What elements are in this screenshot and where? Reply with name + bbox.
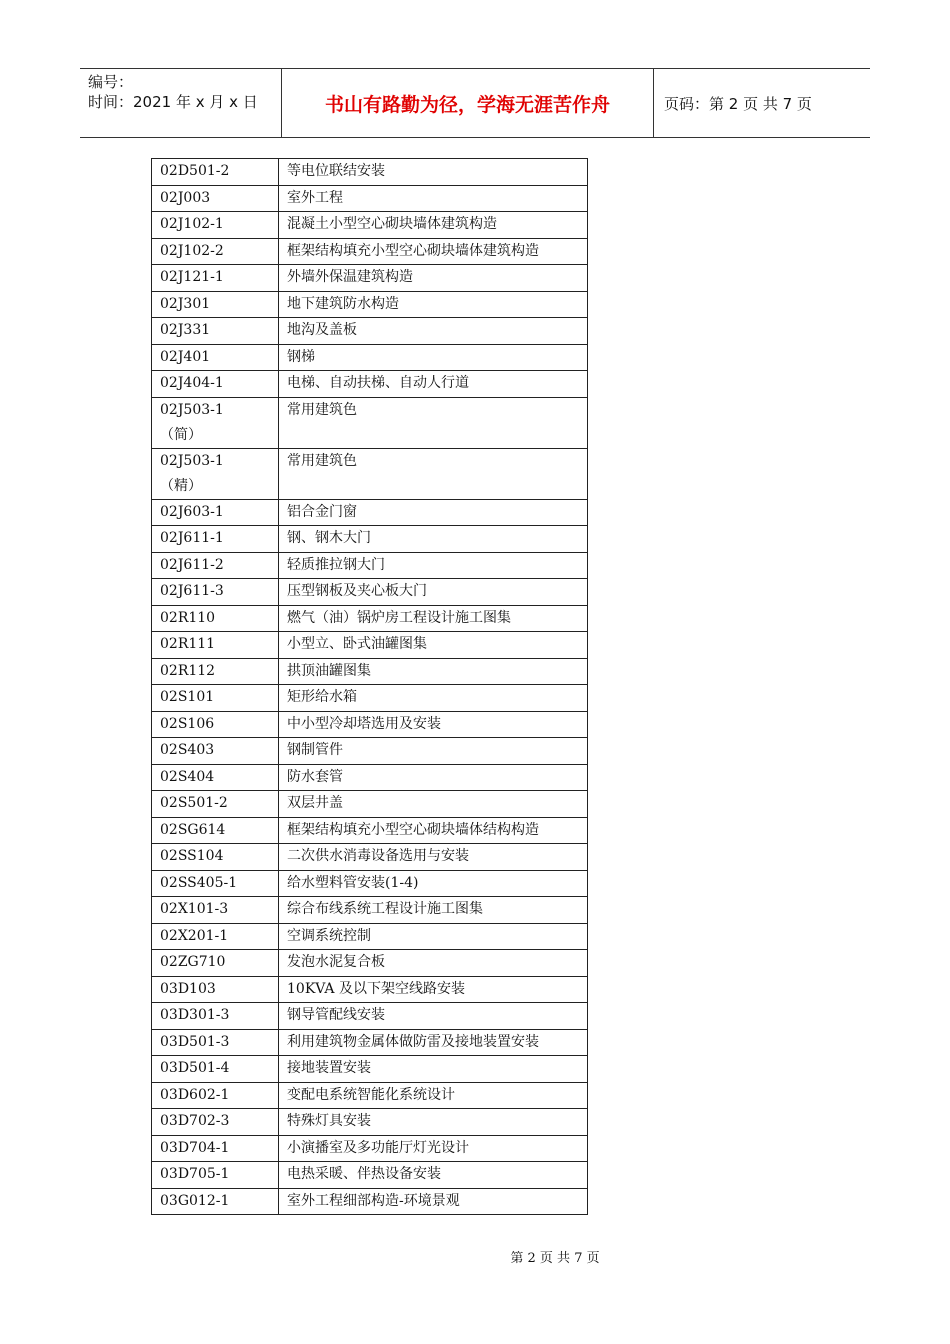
table-row (152, 552, 588, 579)
standard-code (152, 870, 279, 897)
standard-name: 空调系统控制 (279, 923, 588, 950)
page-header (80, 68, 870, 138)
standard-name: 特殊灯具安装 (279, 1109, 588, 1136)
standard-name: 室外工程 (279, 185, 588, 212)
standard-code (152, 371, 279, 398)
table-row (152, 185, 588, 212)
standard-name: 压型钢板及夹心板大门 (279, 579, 588, 606)
standard-name: 常用建筑色 (279, 397, 588, 448)
standard-name: 轻质推拉钢大门 (279, 552, 588, 579)
table-row (152, 1029, 588, 1056)
standard-name: 常用建筑色 (279, 448, 588, 499)
standard-code (152, 552, 279, 579)
standard-name: 变配电系统智能化系统设计 (279, 1082, 588, 1109)
standard-code-text: 03D602-1 (160, 1086, 230, 1103)
table-row (152, 738, 588, 765)
table-row (152, 976, 588, 1003)
table-row (152, 1135, 588, 1162)
standard-code (152, 897, 279, 924)
standard-code (152, 1109, 279, 1136)
standard-code-text: 02J503-1 (160, 452, 224, 469)
standard-code-text: 02S101 (160, 689, 215, 706)
standard-code (152, 1056, 279, 1083)
standard-name: 矩形给水箱 (279, 685, 588, 712)
standard-code (152, 579, 279, 606)
table-row (152, 1162, 588, 1189)
standard-code (152, 344, 279, 371)
standard-code-text: 02J301 (160, 295, 211, 312)
standard-name: 电梯、自动扶梯、自动人行道 (279, 371, 588, 398)
standard-code (152, 238, 279, 265)
standard-code-text: 02J611-3 (160, 583, 224, 600)
standard-code (152, 1188, 279, 1215)
standard-code (152, 265, 279, 292)
standard-code-text: 02R110 (160, 609, 216, 626)
table-row (152, 526, 588, 553)
standard-name: 框架结构填充小型空心砌块墙体结构构造 (279, 817, 588, 844)
standard-code-text: 02ZG710 (160, 954, 226, 971)
standard-name: 双层井盖 (279, 791, 588, 818)
standard-code-text: 02J102-1 (160, 216, 224, 233)
table-row (152, 1056, 588, 1083)
standard-code-text: 02S106 (160, 715, 215, 732)
standard-code (152, 764, 279, 791)
standard-name: 地沟及盖板 (279, 318, 588, 345)
table-row (152, 817, 588, 844)
standard-code-text: 03D103 (160, 980, 216, 997)
standard-name: 给水塑料管安装(1-4) (279, 870, 588, 897)
table-row (152, 1109, 588, 1136)
standard-code-text: 02SS405-1 (160, 874, 238, 891)
table-row (152, 579, 588, 606)
standard-code-text: 02J331 (160, 322, 211, 339)
table-row (152, 238, 588, 265)
standard-code (152, 685, 279, 712)
standard-name: 中小型冷却塔选用及安装 (279, 711, 588, 738)
header-page-info: 页码：第 2 页 共 7 页 (664, 94, 812, 113)
standard-code-text: 03G012-1 (160, 1192, 230, 1209)
standard-code-suffix: （精） (160, 477, 202, 494)
standard-name: 混凝土小型空心砌块墙体建筑构造 (279, 212, 588, 239)
standard-code-text: 02J603-1 (160, 503, 224, 520)
standard-code (152, 711, 279, 738)
standard-code (152, 1135, 279, 1162)
standard-code (152, 1003, 279, 1030)
standard-code-text: 03D301-3 (160, 1007, 230, 1024)
standard-code-text: 02J121-1 (160, 269, 224, 286)
standard-name: 钢制管件 (279, 738, 588, 765)
standard-name: 室外工程细部构造-环境景观 (279, 1188, 588, 1215)
standard-code-text: 03D702-3 (160, 1113, 230, 1130)
standard-code-text: 03D501-3 (160, 1033, 230, 1050)
number-label: 编号： (88, 73, 134, 91)
standard-code (152, 1029, 279, 1056)
standard-name: 铝合金门窗 (279, 499, 588, 526)
table-row (152, 397, 588, 448)
standard-code (152, 658, 279, 685)
standard-code (152, 185, 279, 212)
standard-code (152, 499, 279, 526)
standard-name: 利用建筑物金属体做防雷及接地装置安装 (279, 1029, 588, 1056)
table-row (152, 764, 588, 791)
standard-code (152, 950, 279, 977)
standard-code-text: 02R111 (160, 636, 216, 653)
standard-code-text: 02J611-2 (160, 556, 224, 573)
standard-code-text: 02X201-1 (160, 927, 229, 944)
standard-code (152, 212, 279, 239)
table-row (152, 371, 588, 398)
table-row (152, 923, 588, 950)
standard-code (152, 605, 279, 632)
table-row (152, 685, 588, 712)
table-row (152, 318, 588, 345)
standard-code-text: 02J611-1 (160, 530, 224, 547)
standard-code (152, 526, 279, 553)
table-row (152, 448, 588, 499)
table-row (152, 950, 588, 977)
header-meta (80, 69, 282, 137)
standard-code (152, 844, 279, 871)
standard-name: 等电位联结安装 (279, 159, 588, 186)
standard-name: 综合布线系统工程设计施工图集 (279, 897, 588, 924)
standard-name: 地下建筑防水构造 (279, 291, 588, 318)
standard-name: 框架结构填充小型空心砌块墙体建筑构造 (279, 238, 588, 265)
table-row (152, 265, 588, 292)
standard-code-text: 03D501-4 (160, 1060, 230, 1077)
table-row (152, 897, 588, 924)
standard-name: 发泡水泥复合板 (279, 950, 588, 977)
standard-code-text: 02X101-3 (160, 901, 229, 918)
standard-name: 电热采暖、伴热设备安装 (279, 1162, 588, 1189)
standard-code-text: 02D501-2 (160, 163, 230, 180)
standard-name: 燃气（油）锅炉房工程设计施工图集 (279, 605, 588, 632)
standard-code-suffix: （简） (160, 426, 202, 443)
standard-code-text: 03D704-1 (160, 1139, 230, 1156)
standard-code-text: 02J003 (160, 189, 211, 206)
standard-name: 防水套管 (279, 764, 588, 791)
standard-code (152, 976, 279, 1003)
standard-code-text: 02J401 (160, 348, 211, 365)
standards-table (151, 158, 588, 1215)
table-row (152, 791, 588, 818)
table-row (152, 159, 588, 186)
table-row (152, 344, 588, 371)
table-row (152, 1188, 588, 1215)
table-row (152, 658, 588, 685)
standard-name: 小演播室及多功能厅灯光设计 (279, 1135, 588, 1162)
table-row (152, 1082, 588, 1109)
standard-code-text: 02J503-1 (160, 401, 224, 418)
standard-name: 接地装置安装 (279, 1056, 588, 1083)
standard-code (152, 791, 279, 818)
standard-code (152, 632, 279, 659)
table-row (152, 212, 588, 239)
standard-name: 拱顶油罐图集 (279, 658, 588, 685)
standard-code-text: 02J404-1 (160, 375, 224, 392)
standard-name: 10KVA 及以下架空线路安装 (279, 976, 588, 1003)
standard-name: 钢、钢木大门 (279, 526, 588, 553)
standard-code (152, 817, 279, 844)
standard-code-text: 03D705-1 (160, 1166, 230, 1183)
standard-code (152, 159, 279, 186)
table-row (152, 1003, 588, 1030)
standard-code (152, 1082, 279, 1109)
table-row (152, 605, 588, 632)
header-motto: 书山有路勤为径，学海无涯苦作舟 (282, 69, 654, 137)
standard-code (152, 738, 279, 765)
standard-name: 钢导管配线安装 (279, 1003, 588, 1030)
page-footer: 第 2 页 共 7 页 (510, 1251, 600, 1266)
standard-code-text: 02SS104 (160, 848, 224, 865)
standard-code (152, 291, 279, 318)
table-row (152, 844, 588, 871)
table-row (152, 291, 588, 318)
table-row (152, 870, 588, 897)
table-row (152, 711, 588, 738)
time-label: 时间：2021 年 x 月 x 日 (88, 93, 258, 111)
standard-code (152, 318, 279, 345)
table-row (152, 499, 588, 526)
standard-code-text: 02SG614 (160, 821, 226, 838)
standard-code (152, 923, 279, 950)
standard-code-text: 02S501-2 (160, 795, 228, 812)
standard-code (152, 448, 279, 499)
standard-code-text: 02S404 (160, 768, 215, 785)
standard-name: 小型立、卧式油罐图集 (279, 632, 588, 659)
standard-code-text: 02R112 (160, 662, 216, 679)
table-row (152, 632, 588, 659)
standard-code (152, 1162, 279, 1189)
standard-name: 二次供水消毒设备选用与安装 (279, 844, 588, 871)
standard-code-text: 02S403 (160, 742, 215, 759)
standard-code-text: 02J102-2 (160, 242, 224, 259)
standard-name: 钢梯 (279, 344, 588, 371)
standard-code (152, 397, 279, 448)
standard-name: 外墙外保温建筑构造 (279, 265, 588, 292)
